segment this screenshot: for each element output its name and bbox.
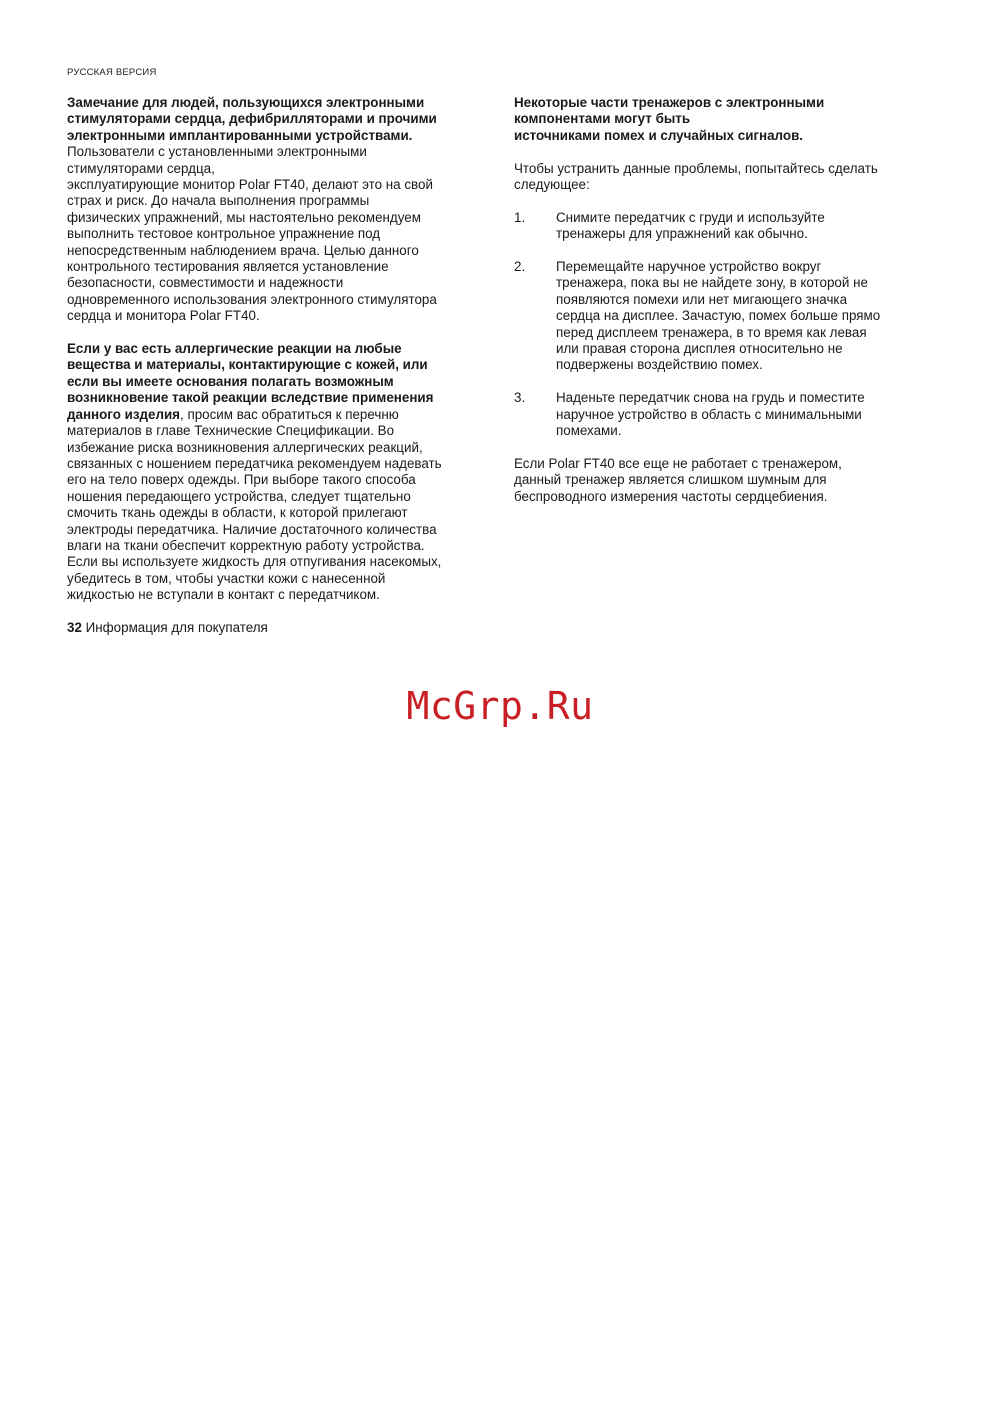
list-item bbox=[514, 390, 924, 439]
text-line: материалов в главе Технические Спецификации. Во bbox=[67, 423, 395, 439]
intro-paragraph bbox=[514, 161, 924, 194]
section-title: Информация для покупателя bbox=[85, 620, 268, 635]
text-line: стимуляторами сердца, дефибрилляторами и прочими bbox=[67, 111, 437, 127]
text-line: Если у вас есть аллергические реакции на любые bbox=[67, 341, 402, 357]
text-line: одновременного использования электронного стимулятора bbox=[67, 291, 437, 307]
text-line: смочить ткань одежды в области, к которой прилегают bbox=[67, 505, 408, 521]
text-line: компонентами могут быть bbox=[514, 111, 691, 127]
notice-heading bbox=[67, 95, 477, 144]
text-line: Если вы используете жидкость для отпугивания насекомых, bbox=[67, 554, 442, 570]
text-line: контрольного тестирования является установление bbox=[67, 259, 389, 275]
text-line: перед дисплеем тренажера, в то время как левая bbox=[556, 324, 867, 340]
watermark-link[interactable]: McGrp.Ru bbox=[406, 684, 594, 728]
text-line: Снимите передатчик с груди и используйте bbox=[556, 209, 825, 225]
text-line: если вы имеете основания полагать возможным bbox=[67, 373, 394, 389]
text-line: беспроводного измерения частоты сердцебиения. bbox=[514, 488, 828, 504]
text-line: безопасности, совместимости и надежности bbox=[67, 275, 344, 291]
text-line: сердца на дисплее. Зачастую, помех больше прямо bbox=[556, 308, 881, 324]
list-text bbox=[556, 390, 924, 439]
text-line: избежание риска возникновения аллергических реакций, bbox=[67, 439, 423, 455]
text-line: Пользователи с установленными электронными bbox=[67, 144, 367, 160]
text-line: или правая сторона дисплея относительно не bbox=[556, 341, 843, 357]
text-line: электронными имплантированными устройствами. bbox=[67, 127, 413, 143]
text-line: тренажера, пока вы не найдете зону, в которой не bbox=[556, 275, 868, 291]
page-number: 32 bbox=[67, 620, 82, 635]
text-line: вещества и материалы, контактирующие с кожей, или bbox=[67, 357, 428, 373]
text-line: эксплуатирующие монитор Polar FT40, делают это на свой bbox=[67, 177, 433, 193]
text-line: источниками помех и случайных сигналов. bbox=[514, 127, 804, 143]
text-line: физических упражнений, мы настоятельно рекомендуем bbox=[67, 209, 421, 225]
text-line: Некоторые части тренажеров с электронными bbox=[514, 95, 825, 110]
left-column bbox=[67, 95, 477, 604]
text-line: следующее: bbox=[514, 177, 590, 193]
text-line: Наденьте передатчик снова на грудь и поместите bbox=[556, 390, 865, 406]
list-number: 3. bbox=[514, 390, 526, 406]
list-number: 1. bbox=[514, 209, 526, 225]
list-text bbox=[556, 210, 924, 243]
closing-paragraph bbox=[514, 456, 924, 505]
text-line: влаги на ткани обеспечит корректную работу устройства. bbox=[67, 537, 425, 553]
text-line: непосредственным наблюдением врача. Целью данного bbox=[67, 242, 419, 258]
page-footer bbox=[67, 620, 268, 636]
text-line: Чтобы устранить данные проблемы, попытайтесь сделать bbox=[514, 160, 878, 176]
text-line: стимуляторами сердца, bbox=[67, 160, 215, 176]
allergy-paragraph bbox=[67, 341, 477, 604]
version-label: РУССКАЯ ВЕРСИЯ bbox=[67, 67, 157, 78]
text-line: выполнить тестовое контрольное упражнение под bbox=[67, 226, 381, 242]
text-line: подвержены воздействию помех. bbox=[556, 357, 763, 373]
text-line: страх и риск. До начала выполнения программы bbox=[67, 193, 370, 209]
text-line: электроды передатчика. Наличие достаточного количества bbox=[67, 521, 437, 537]
text-line: появляются помехи или нет мигающего значка bbox=[556, 291, 848, 307]
text-line: помехами. bbox=[556, 423, 622, 439]
text-line: связанных с ношением передатчика рекомендуем надевать bbox=[67, 455, 442, 471]
list-text bbox=[556, 259, 924, 374]
text-line: Замечание для людей, пользующихся электронными bbox=[67, 95, 425, 110]
right-column bbox=[514, 95, 924, 505]
text-line: жидкостью не вступали в контакт с передатчиком. bbox=[67, 587, 380, 603]
text-line: убедитесь в том, чтобы участки кожи с нанесенной bbox=[67, 570, 386, 586]
text-line: сердца и монитора Polar FT40. bbox=[67, 308, 260, 324]
list-item bbox=[514, 210, 924, 243]
text-line: наручное устройство в область с минимальными bbox=[556, 406, 862, 422]
bold-phrase: данного изделия bbox=[67, 406, 180, 422]
interference-heading bbox=[514, 95, 924, 144]
text-line: тренажеры для упражнений как обычно. bbox=[556, 226, 808, 242]
text-line: Если Polar FT40 все еще не работает с тренажером, bbox=[514, 455, 842, 471]
text-line bbox=[67, 407, 477, 423]
text-run: , просим вас обратиться к перечню bbox=[180, 406, 399, 422]
text-line: возникновение такой реакции вследствие применения bbox=[67, 390, 434, 406]
text-line: данный тренажер является слишком шумным для bbox=[514, 472, 827, 488]
text-line: Перемещайте наручное устройство вокруг bbox=[556, 259, 822, 275]
list-number: 2. bbox=[514, 259, 526, 275]
notice-body bbox=[67, 144, 477, 324]
text-line: его на тело поверх одежды. При выборе такого способа bbox=[67, 472, 416, 488]
text-line: ношения передающего устройства, следует тщательно bbox=[67, 488, 411, 504]
list-item bbox=[514, 259, 924, 374]
